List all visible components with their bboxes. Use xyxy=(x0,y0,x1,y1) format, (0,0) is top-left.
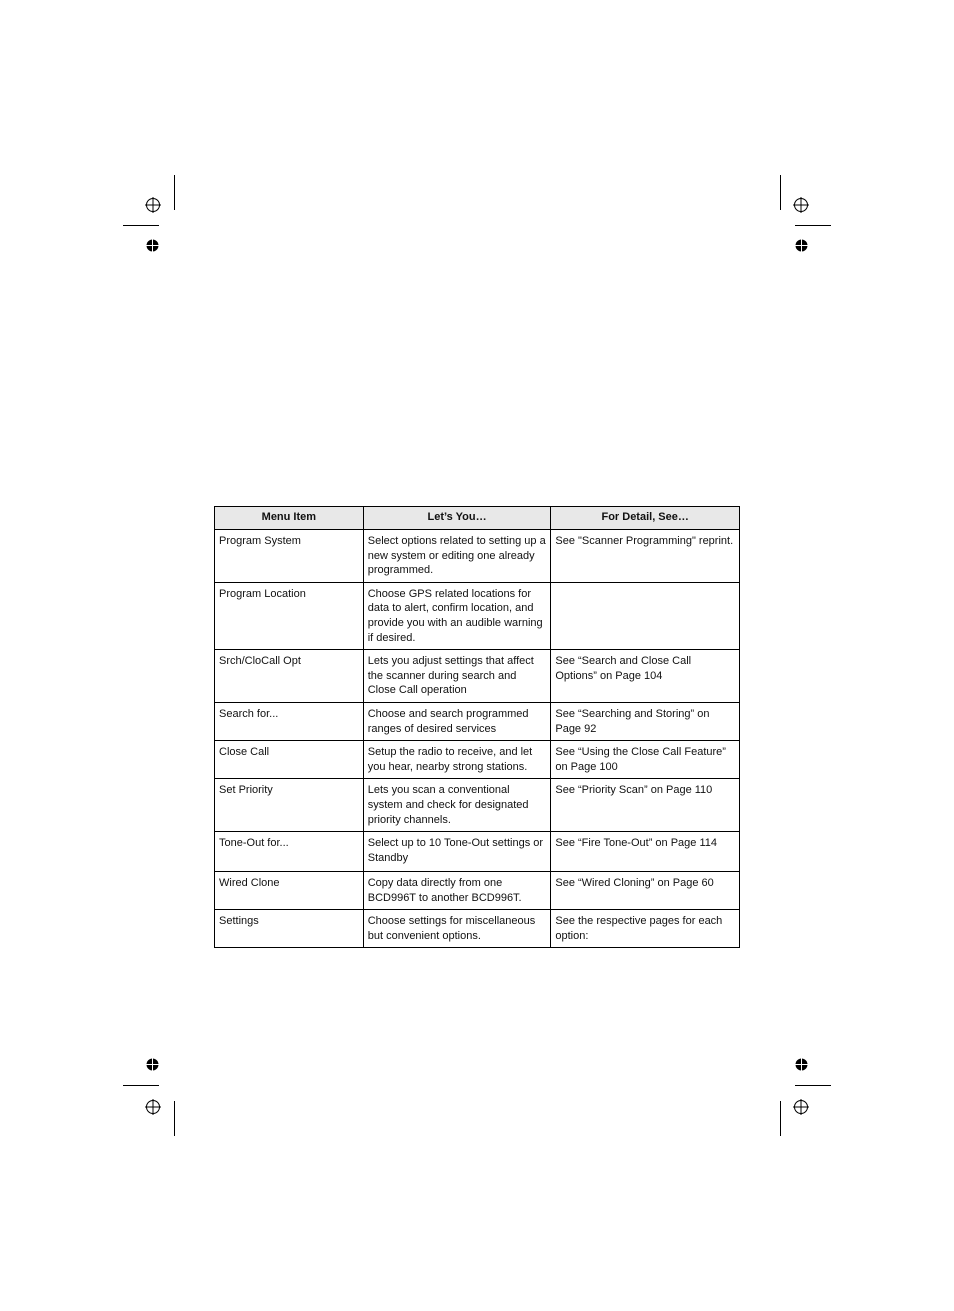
column-header-lets-you: Let’s You… xyxy=(363,507,551,530)
menu-item-cell: Search for... xyxy=(215,702,364,740)
table-header-row xyxy=(215,507,740,530)
table-row xyxy=(215,530,740,583)
detail-cell: See “Fire Tone-Out” on Page 114 xyxy=(551,832,740,872)
menu-item-cell: Set Priority xyxy=(215,779,364,832)
registration-dot-icon xyxy=(795,1058,808,1071)
table-row xyxy=(215,832,740,872)
lets-you-cell: Choose and search programmed ranges of desired services xyxy=(363,702,551,740)
crop-line xyxy=(123,1085,159,1086)
menu-item-cell: Close Call xyxy=(215,741,364,779)
table-row xyxy=(215,702,740,740)
table-row xyxy=(215,741,740,779)
column-header-menu-item: Menu Item xyxy=(215,507,364,530)
menu-item-cell: Srch/CloCall Opt xyxy=(215,650,364,703)
column-header-detail: For Detail, See… xyxy=(551,507,740,530)
detail-cell xyxy=(551,582,740,649)
crop-line xyxy=(795,225,831,226)
menu-item-cell: Settings xyxy=(215,910,364,948)
detail-cell: See “Searching and Storing” on Page 92 xyxy=(551,702,740,740)
lets-you-cell: Choose GPS related locations for data to alert, confirm location, and provide you with an audible warning if desired. xyxy=(363,582,551,649)
detail-cell: See "Scanner Programming" reprint. xyxy=(551,530,740,583)
crosshair-icon xyxy=(145,1099,161,1115)
detail-cell: See the respective pages for each option: xyxy=(551,910,740,948)
lets-you-cell: Lets you adjust settings that affect the scanner during search and Close Call operation xyxy=(363,650,551,703)
menu-item-cell: Program Location xyxy=(215,582,364,649)
table-row xyxy=(215,779,740,832)
crosshair-icon xyxy=(793,1099,809,1115)
crop-line xyxy=(780,1101,781,1136)
crop-line xyxy=(174,175,175,210)
registration-dot-icon xyxy=(146,1058,159,1071)
table-row xyxy=(215,910,740,948)
registration-dot-icon xyxy=(146,239,159,252)
detail-cell: See “Using the Close Call Feature” on Page 100 xyxy=(551,741,740,779)
crop-line xyxy=(174,1101,175,1136)
crosshair-icon xyxy=(145,197,161,213)
detail-cell: See “Wired Cloning” on Page 60 xyxy=(551,872,740,910)
crop-line xyxy=(123,225,159,226)
lets-you-cell: Copy data directly from one BCD996T to another BCD996T. xyxy=(363,872,551,910)
table-row xyxy=(215,582,740,649)
detail-cell: See “Priority Scan” on Page 110 xyxy=(551,779,740,832)
menu-item-cell: Wired Clone xyxy=(215,872,364,910)
crop-line xyxy=(795,1085,831,1086)
menu-table xyxy=(214,506,740,948)
lets-you-cell: Select up to 10 Tone-Out settings or Standby xyxy=(363,832,551,872)
lets-you-cell: Select options related to setting up a new system or editing one already programmed. xyxy=(363,530,551,583)
registration-dot-icon xyxy=(795,239,808,252)
table-row xyxy=(215,650,740,703)
crop-line xyxy=(780,175,781,210)
lets-you-cell: Choose settings for miscellaneous but convenient options. xyxy=(363,910,551,948)
lets-you-cell: Setup the radio to receive, and let you hear, nearby strong stations. xyxy=(363,741,551,779)
lets-you-cell: Lets you scan a conventional system and check for designated priority channels. xyxy=(363,779,551,832)
crosshair-icon xyxy=(793,197,809,213)
detail-cell: See “Search and Close Call Options” on Page 104 xyxy=(551,650,740,703)
menu-item-cell: Tone-Out for... xyxy=(215,832,364,872)
table-row xyxy=(215,872,740,910)
menu-item-cell: Program System xyxy=(215,530,364,583)
